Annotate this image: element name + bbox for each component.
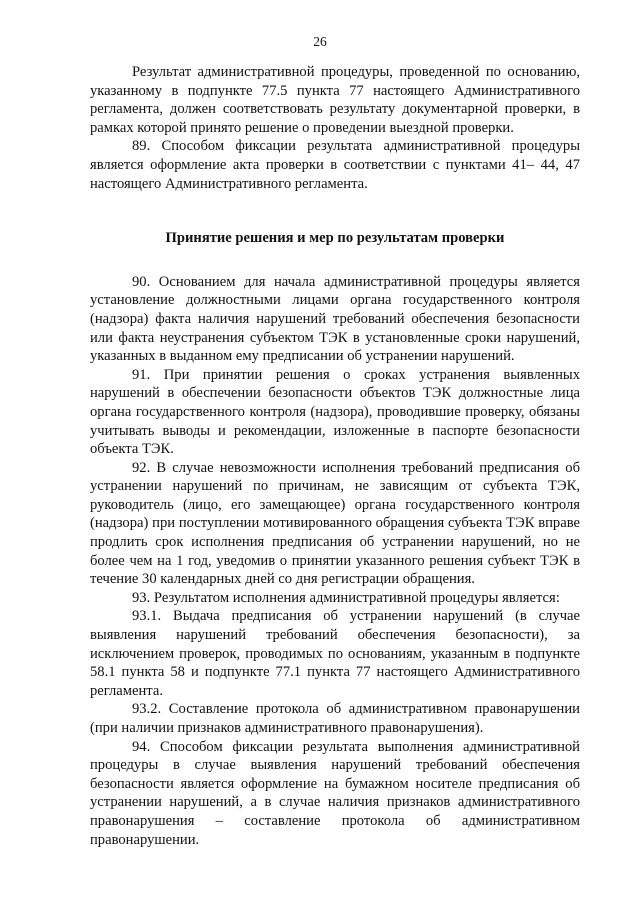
paragraph-91: 91. При принятии решения о сроках устранения выявленных нарушений в обеспечении безопасности объектов ТЭК должностные лица органа государственного контроля (надзора), проводившие проверку, обязаны учитывать выводы и рекомендации, изложенные в паспорте безопасности объекта ТЭК. bbox=[90, 366, 580, 458]
paragraph-93-1: 93.1. Выдача предписания об устранении нарушений (в случае выявления нарушений требований обеспечения безопасности), за исключением проверок, проводимых по основаниям, указанным в подпункте 58.1 пункта 58 и подпункте 77.1 пункта 77 настоящего Административного регламента. bbox=[90, 608, 580, 699]
paragraph-90: 90. Основанием для начала административной процедуры является установление должностными лицами органа государственного контроля (надзора) факта наличия нарушений требований обеспечения безопасности или факта неустранения субъектом ТЭК в установленные сроки нарушений, указанных в выданном ему предписании об устранении нарушений. bbox=[90, 273, 580, 365]
paragraph-89: 89. Способом фиксации результата административной процедуры является оформление акта проверки в соответствии с пунктами 41– 44, 47 настоящего Административного регламента. bbox=[90, 138, 580, 192]
paragraph-93-2: 93.2. Составление протокола об административном правонарушении (при наличии признаков административного правонарушения). bbox=[90, 701, 580, 736]
paragraph-92: 92. В случае невозможности исполнения требований предписания об устранении нарушений по причинам, не зависящим от субъекта ТЭК, руководитель (лицо, его замещающее) органа государственного контроля (надзора) при поступлении мотивированного обращения субъекта ТЭК вправе продлить срок исполнения предписания об устранении нарушений, но не более чем на 1 год, уведомив о принятии указанного решения субъект ТЭК в течение 30 календарных дней со дня регистрации обращения. bbox=[90, 459, 580, 588]
page-number: 26 bbox=[313, 34, 327, 49]
section-heading: Принятие решения и мер по результатам проверки bbox=[165, 230, 505, 247]
document-body bbox=[90, 63, 580, 849]
paragraph-88-continuation: Результат административной процедуры, проведенной по основанию, указанному в подпункте 77.5 пункта 77 настоящего Административного регламента, должен соответствовать результату документарной проверки, в рамках которой принято решение о проведении выездной проверки. bbox=[90, 64, 580, 136]
paragraph-94: 94. Способом фиксации результата выполнения административной процедуры в случае выявления нарушений требований обеспечения безопасности является оформление на бумажном носителе предписания об устранении нарушений, а в случае наличия признаков административного правонарушения – составление протокола об административном правонарушении. bbox=[90, 738, 580, 848]
paragraph-93: 93. Результатом исполнения административной процедуры является: bbox=[132, 589, 560, 606]
